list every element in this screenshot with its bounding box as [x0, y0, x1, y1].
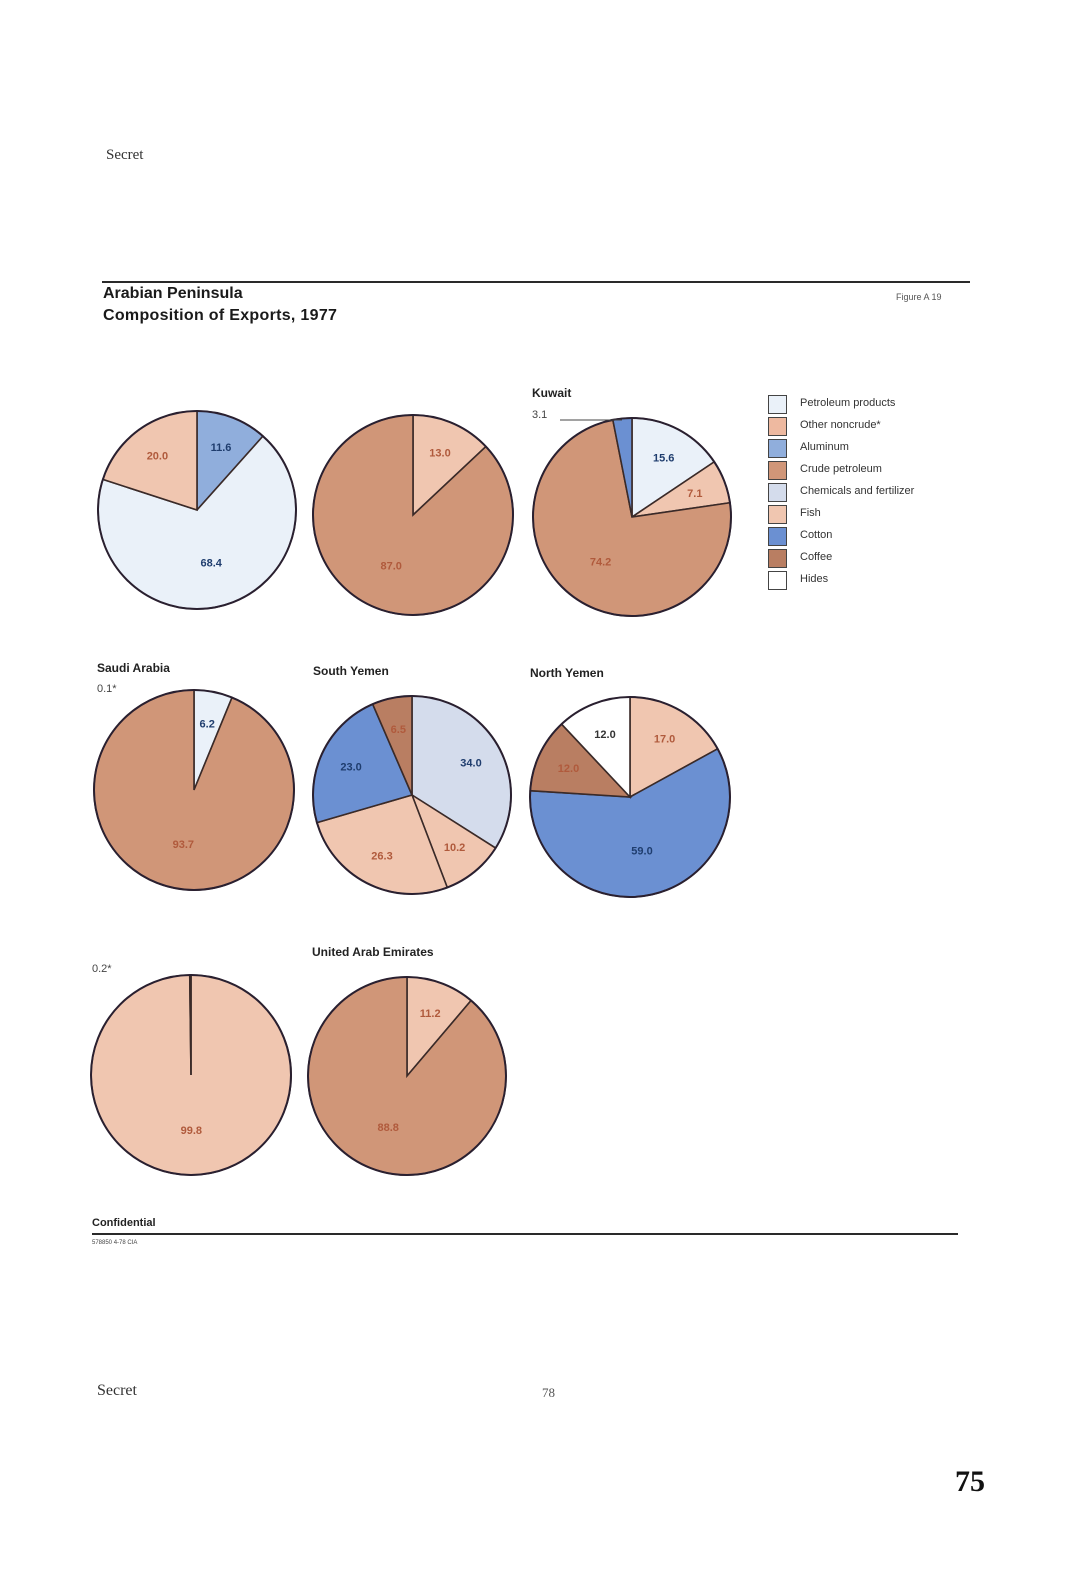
legend-swatch [768, 483, 787, 502]
header-classification: Secret [106, 147, 144, 163]
pie-title: Kuwait [532, 386, 572, 400]
pie-value-label: 11.6 [210, 442, 232, 455]
bottom-rule [92, 1233, 958, 1235]
legend-label: Fish [800, 507, 821, 519]
legend-label: Other noncrude* [800, 419, 881, 431]
pie-chart [98, 411, 296, 609]
pie-value-label: 15.6 [652, 452, 675, 465]
pie-chart [313, 415, 513, 615]
pie-value-label: 87.0 [380, 560, 402, 573]
legend-item [768, 549, 968, 571]
legend-item [768, 571, 968, 593]
pie-value-label: 10.2 [443, 842, 466, 855]
legend-label: Coffee [800, 551, 833, 563]
legend-swatch [768, 395, 787, 414]
pie-value-label: 13.0 [429, 447, 451, 460]
legend-item [768, 439, 968, 461]
pie-value-label: 6.2 [199, 718, 215, 731]
page-number-corner: 75 [955, 1465, 985, 1498]
pie-value-label: 12.0 [557, 763, 580, 775]
pie-value-label: 74.2 [589, 556, 612, 569]
legend-swatch [768, 571, 787, 590]
legend-item [768, 417, 968, 439]
pie-chart [313, 664, 511, 894]
pie-note: 0.2* [92, 963, 112, 975]
pie-title: South Yemen [313, 664, 389, 678]
pie-value-label: 7.1 [687, 487, 703, 500]
legend-item [768, 461, 968, 483]
pie-chart [91, 963, 291, 1175]
pie-value-label: 20.0 [146, 450, 169, 463]
confidential-label: Confidential [92, 1217, 156, 1229]
pie-value-label: 68.4 [200, 557, 222, 570]
legend-swatch [768, 461, 787, 480]
legend-label: Cotton [800, 529, 833, 541]
legend-label: Aluminum [800, 441, 849, 453]
legend-item [768, 483, 968, 505]
legend-label: Petroleum products [800, 397, 896, 409]
legend-item [768, 527, 968, 549]
legend-swatch [768, 527, 787, 546]
document-code: 578850 4-78 CIA [92, 1240, 138, 1246]
pie-value-label: 88.8 [377, 1122, 399, 1135]
pie-value-label: 93.7 [172, 839, 195, 851]
pie-value-label: 26.3 [371, 850, 393, 863]
pie-value-label: 34.0 [460, 757, 482, 770]
legend-swatch [768, 505, 787, 524]
legend-label: Crude petroleum [800, 463, 882, 475]
pie-chart [94, 661, 294, 890]
pie-chart [530, 666, 730, 897]
pie-note: 0.1* [97, 683, 117, 695]
legend-swatch [768, 439, 787, 458]
pie-value-label: 59.0 [631, 845, 653, 858]
pie-chart [308, 945, 506, 1175]
pie-value-label: 11.2 [419, 1007, 441, 1020]
pie-title: North Yemen [530, 666, 604, 680]
pie-value-label: 6.5 [390, 724, 406, 737]
pie-note: 3.1 [532, 409, 548, 421]
legend-item [768, 505, 968, 527]
legend-item [768, 395, 968, 417]
pie-value-label: 99.8 [180, 1125, 203, 1137]
pie-value-label: 23.0 [340, 761, 362, 774]
legend-label: Hides [800, 573, 829, 585]
pie-title: Saudi Arabia [97, 661, 170, 675]
pie-value-label: 17.0 [653, 733, 676, 746]
legend-swatch [768, 417, 787, 436]
chart-title-line2: Composition of Exports, 1977 [103, 307, 338, 324]
figure-label: Figure A 19 [896, 292, 942, 302]
footer-classification: Secret [97, 1382, 137, 1399]
pie-value-label: 12.0 [594, 728, 616, 741]
pie-title: United Arab Emirates [312, 945, 434, 959]
page-number-center: 78 [542, 1385, 555, 1400]
legend-label: Chemicals and fertilizer [800, 485, 915, 497]
legend-swatch [768, 549, 787, 568]
chart-title-line1: Arabian Peninsula [103, 285, 243, 302]
